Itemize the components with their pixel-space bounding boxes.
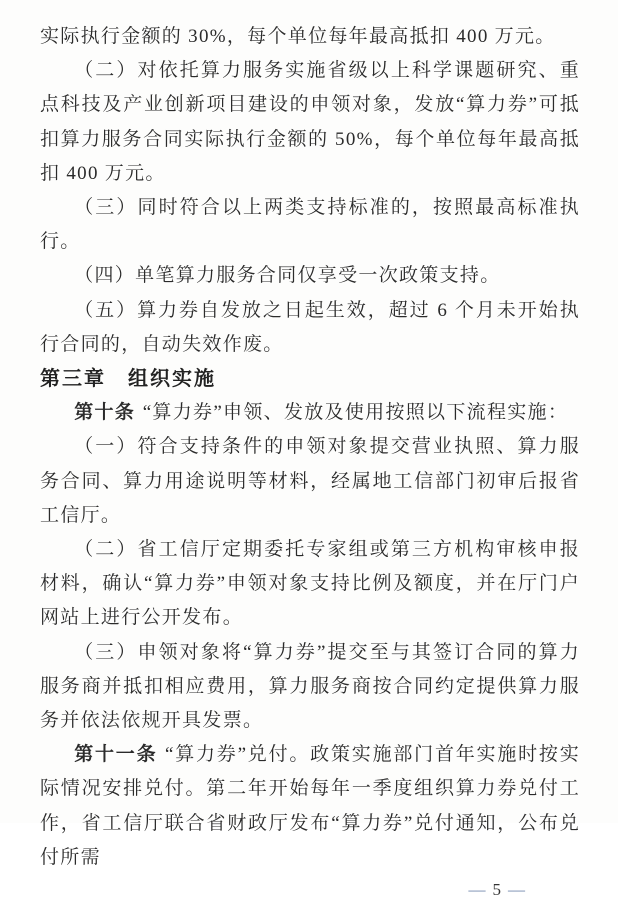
paragraph-text: （三）申领对象将“算力券”提交至与其签订合同的算力服务商并抵扣相应费用，算力服务商按合同约定提供算力服务并依法依规开具发票。 xyxy=(40,641,580,732)
page-number-dash: — xyxy=(508,880,525,900)
paragraph-text: “算力券”兑付。政策实施部门首年实施时按实际情况安排兑付。第二年开始每年一季度组织算力券兑付工作，省工信厅联合省财政厅发布“算力券”兑付通知，公布兑付所需 xyxy=(40,744,581,868)
paragraph-text: （三）同时符合以上两类支持标准的，按照最高标准执行。 xyxy=(40,197,580,253)
paragraph-article-11 xyxy=(40,738,580,875)
page-number-value: 5 xyxy=(492,880,501,900)
paragraph-clause-2 xyxy=(40,54,580,191)
paragraph-text: 实际执行金额的 30%，每个单位每年最高抵扣 400 万元。 xyxy=(40,26,556,47)
paragraph-clause-5 xyxy=(40,294,580,362)
page-number xyxy=(40,879,580,901)
paragraph-clause-4 xyxy=(40,259,580,293)
paragraph-text: （二）对依托算力服务实施省级以上科学课题研究、重点科技及产业创新项目建设的申领对象，发放“算力券”可抵扣算力服务合同实际执行金额的 50%，每个单位每年最高抵扣 400 万元。 xyxy=(40,60,580,184)
paragraph-text: （二）省工信厅定期委托专家组或第三方机构审核申报材料，确认“算力券”申领对象支持比例及额度，并在厅门户网站上进行公开发布。 xyxy=(40,539,580,629)
article-number-label: 第十条 xyxy=(74,402,136,424)
paragraph-step-1 xyxy=(40,430,580,533)
paragraph-article-10 xyxy=(40,396,580,430)
paragraph-text: （四）单笔算力服务合同仅享受一次政策支持。 xyxy=(74,265,501,287)
chapter-heading: 第三章 组织实施 xyxy=(40,368,216,391)
page-number-dash: — xyxy=(468,880,486,900)
paragraph-step-2 xyxy=(40,533,580,636)
paragraph-text: “算力券”申领、发放及使用按照以下流程实施： xyxy=(142,402,569,424)
paragraph-text: （一）符合支持条件的申领对象提交营业执照、算力服务合同、算力用途说明等材料，经属地工信部门初审后报省工信厅。 xyxy=(40,436,580,526)
paragraph-clause-3 xyxy=(40,191,580,259)
article-number-label: 第十一条 xyxy=(74,744,158,766)
paragraph-step-3 xyxy=(40,636,580,739)
paragraph-text: （五）算力券自发放之日起生效，超过 6 个月未开始执行合同的，自动失效作废。 xyxy=(40,299,580,355)
paragraph-continuation xyxy=(40,20,580,54)
